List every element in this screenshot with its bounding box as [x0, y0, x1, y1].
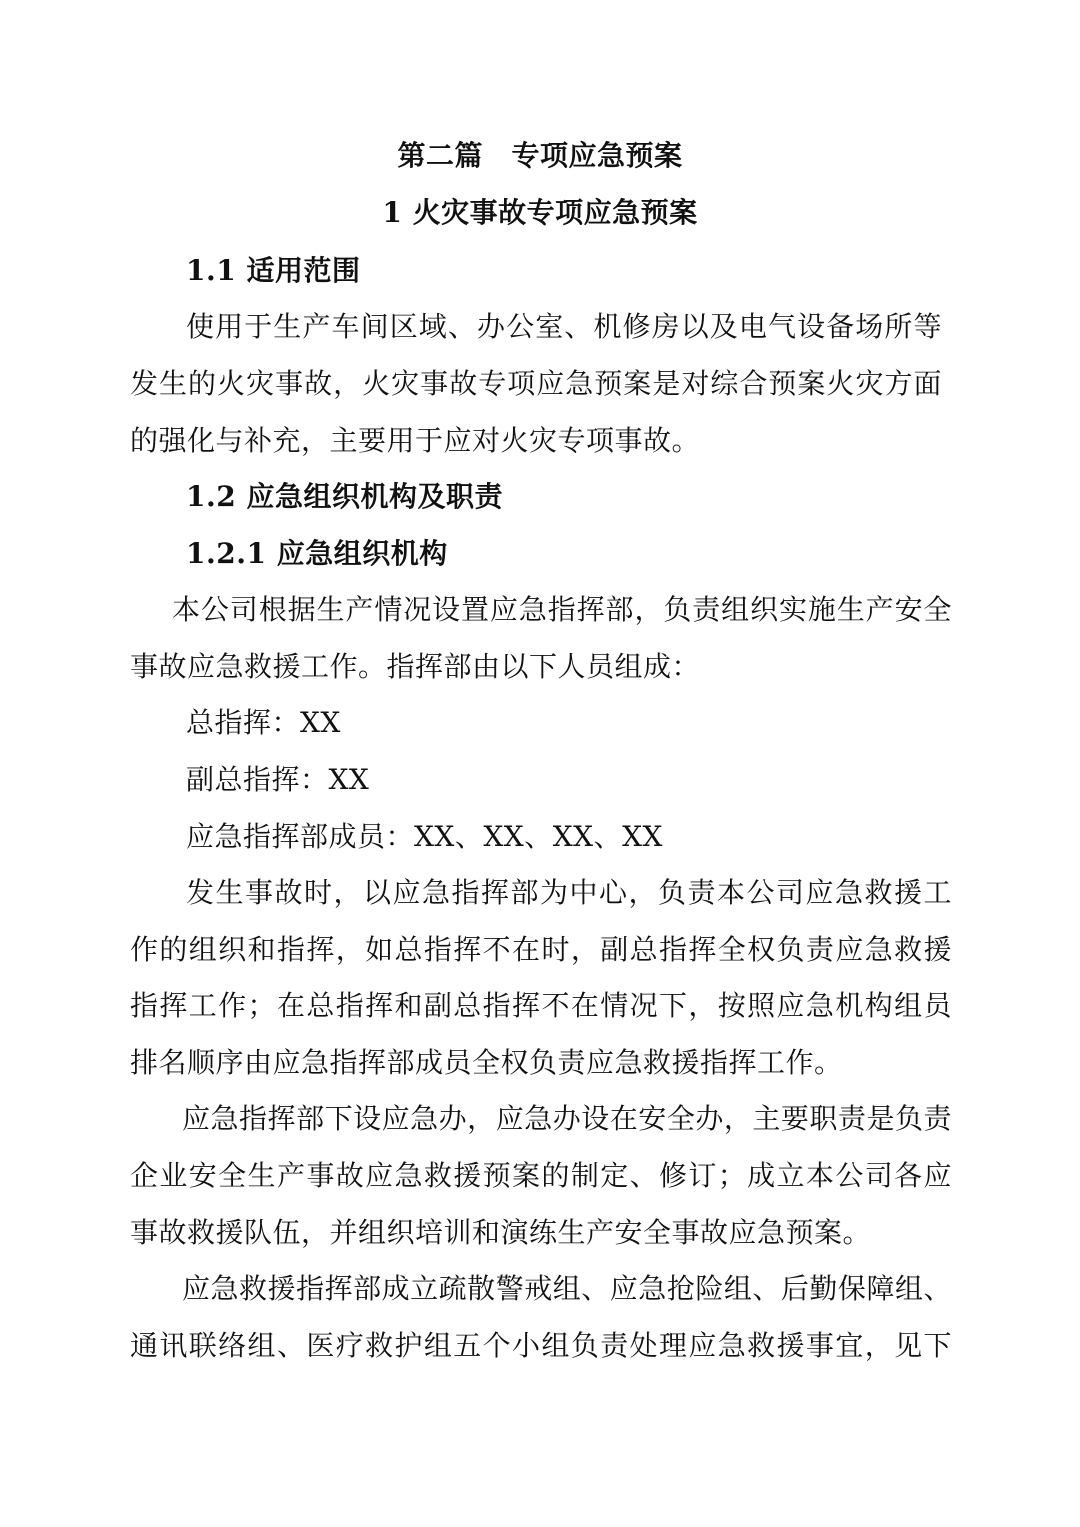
part-title: 第二篇 专项应急预案: [397, 139, 683, 172]
chapter-title: 1 火灾事故专项应急预案: [382, 196, 698, 229]
paragraph-line: 的强化与补充，主要用于应对火灾专项事故。: [130, 424, 701, 457]
member-chief-commander: 总指挥：XX: [186, 706, 341, 739]
paragraph-line: 发生的火灾事故，火灾事故专项应急预案是对综合预案火灾方面: [130, 367, 942, 400]
paragraph-line: 使用于生产车间区域、办公室、机修房以及电气设备场所等: [186, 310, 942, 343]
member-deputy-commander: 副总指挥：XX: [186, 763, 370, 796]
paragraph-line: 企业安全生产事故应急救援预案的制定、修订；成立本公司各应: [130, 1159, 952, 1192]
paragraph-line: 事故应急救援工作。指挥部由以下人员组成：: [130, 650, 701, 683]
paragraph-line: 应急指挥部下设应急办，应急办设在安全办，主要职责是负责: [182, 1102, 952, 1135]
paragraph-line: 作的组织和指挥，如总指挥不在时，副总指挥全权负责应急救援: [130, 933, 952, 966]
paragraph-line: 应急救援指挥部成立疏散警戒组、应急抢险组、后勤保障组、: [182, 1272, 952, 1305]
paragraph-line: 本公司根据生产情况设置应急指挥部，负责组织实施生产安全: [172, 593, 952, 626]
paragraph-line: 指挥工作；在总指挥和副总指挥不在情况下，按照应急机构组员: [130, 989, 952, 1022]
section-heading-1-2: 1.2 应急组织机构及职责: [186, 480, 503, 513]
section-heading-1-1: 1.1 适用范围: [186, 254, 361, 287]
member-command-staff: 应急指挥部成员：XX、XX、XX、XX: [186, 820, 663, 853]
paragraph-line: 排名顺序由应急指挥部成员全权负责应急救援指挥工作。: [130, 1046, 843, 1079]
paragraph-line: 通讯联络组、医疗救护组五个小组负责处理应急救援事宜，见下: [130, 1329, 952, 1362]
section-heading-1-2-1: 1.2.1 应急组织机构: [186, 537, 448, 570]
paragraph-line: 事故救援队伍，并组织培训和演练生产安全事故应急预案。: [130, 1216, 872, 1249]
paragraph-line: 发生事故时，以应急指挥部为中心，负责本公司应急救援工: [186, 876, 952, 909]
